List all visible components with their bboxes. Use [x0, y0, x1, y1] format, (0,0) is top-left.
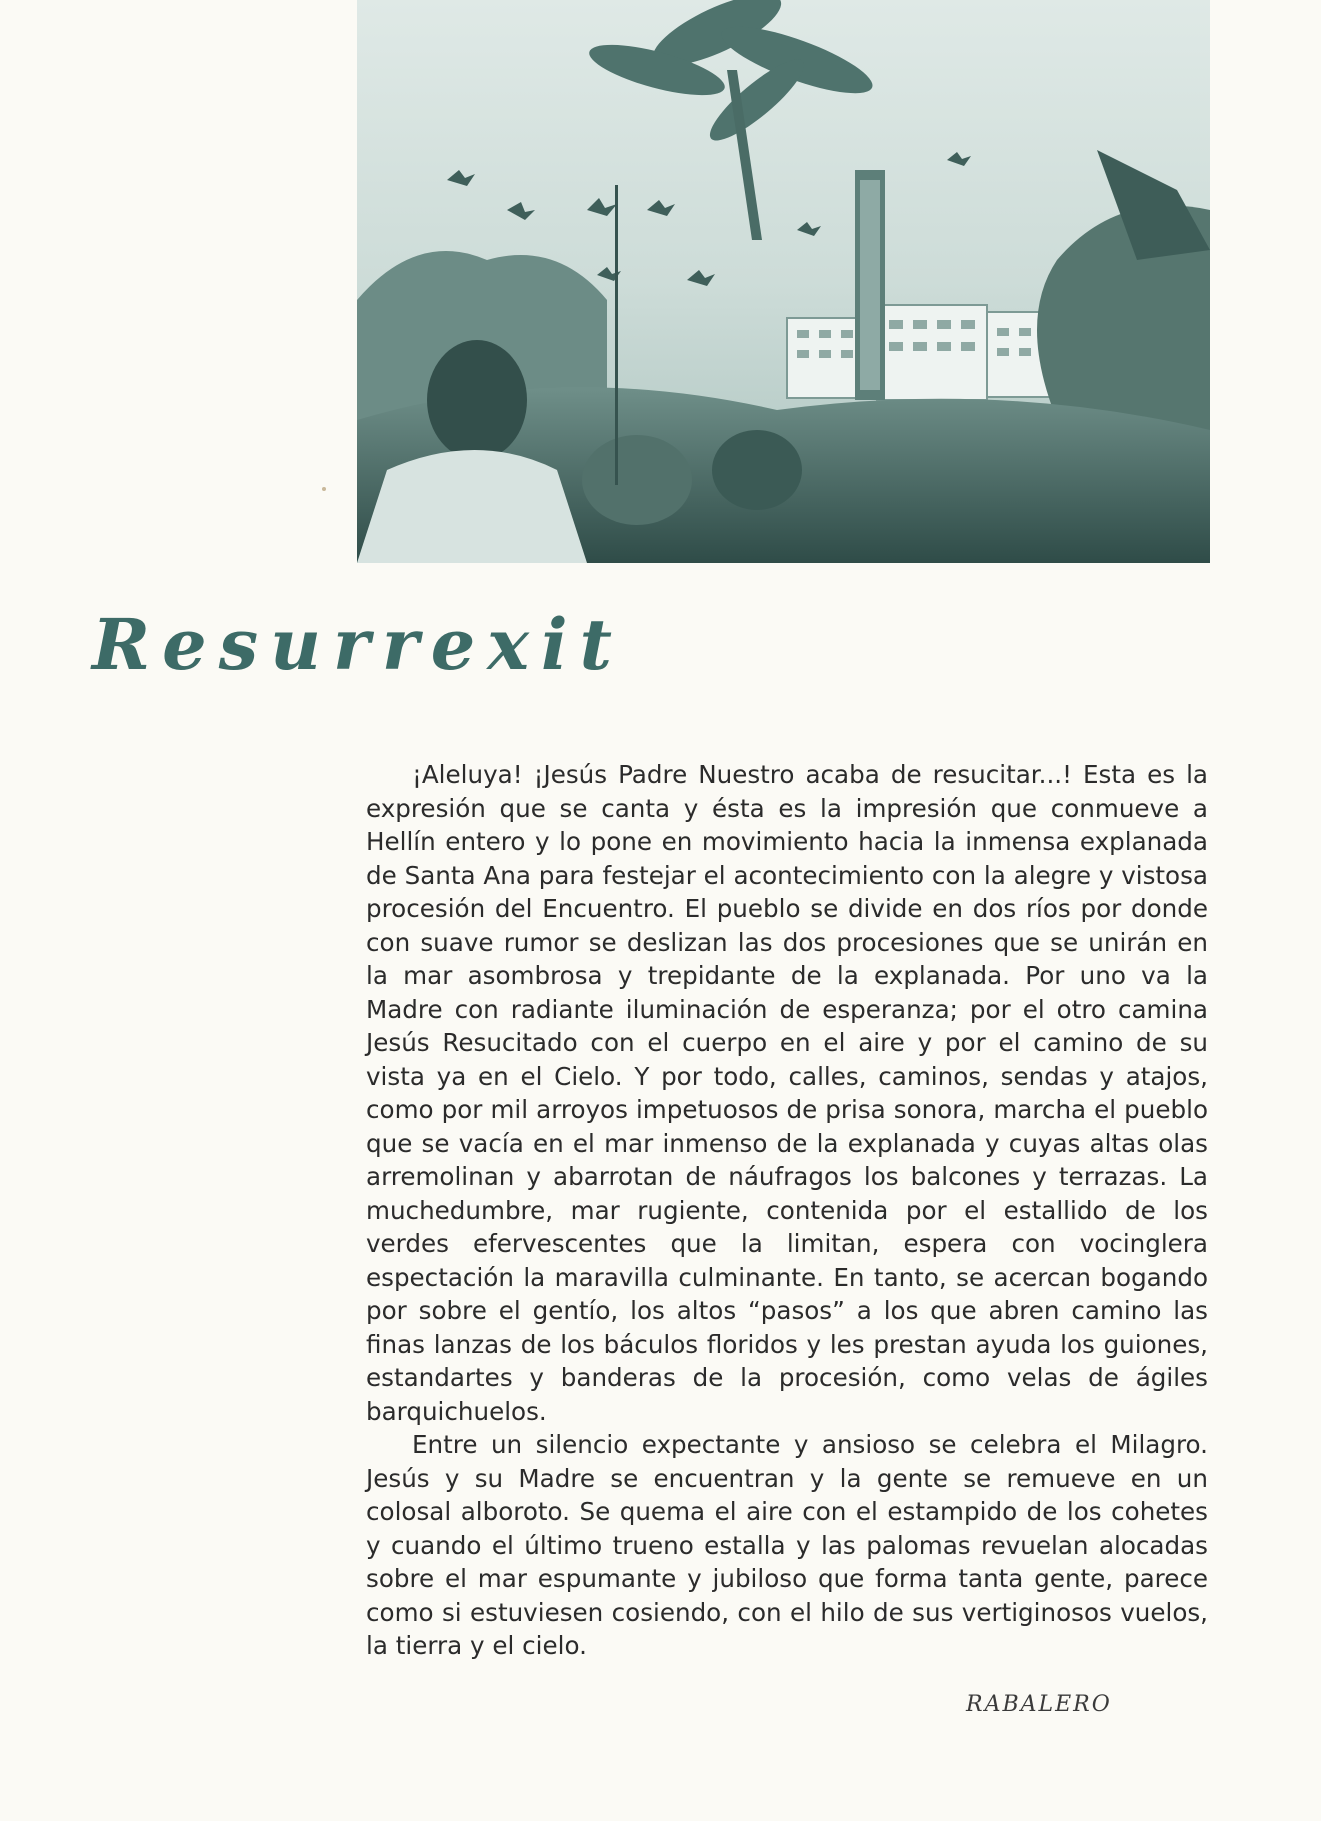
procession-photo	[357, 0, 1210, 563]
procession-photo-image	[357, 0, 1210, 563]
article-body	[366, 758, 1208, 1663]
article-paragraph-2: Entre un silencio expectante y ansioso se celebra el Milagro. Jesús y su Madre se encuentran y la gente se remueve en un colosal alboroto. Se quema el aire con el estampido de los cohetes y cuando el último trueno estalla y las palomas revuelan alocadas sobre el mar espumante y jubiloso que forma tanta gente, parece como si estuviesen cosiendo, con el hilo de sus vertiginosos vuelos, la tierra y el cielo.	[366, 1430, 1208, 1660]
article-paragraph-1: ¡Aleluya! ¡Jesús Padre Nuestro acaba de resucitar...! Esta es la expresión que se canta y ésta es la impresión que conmueve a Hellín entero y lo pone en movimiento hacia la inmensa explanada de Santa Ana para festejar el acontecimiento con la alegre y vistosa procesión del Encuentro. El pueblo se divide en dos ríos por donde con suave rumor se deslizan las dos procesiones que se unirán en la mar asombrosa y trepidante de la explanada. Por uno va la Madre con radiante iluminación de esperanza; por el otro camina Jesús Resucitado con el cuerpo en el aire y por el camino de su vista ya en el Cielo. Y por todo, calles, caminos, sendas y atajos, como por mil arroyos impetuosos de prisa sonora, marcha el pueblo que se vacía en el mar inmenso de la explanada y cuyas altas olas arremolinan y abarrotan de náufragos los balcones y terrazas. La muchedumbre, mar rugiente, contenida por el estallido de los verdes efervescentes que la limitan, espera con vocinglera espectación la maravilla culminante. En tanto, se acercan bogando por sobre el gentío, los altos “pasos” a los que abren camino las finas lanzas de los báculos floridos y les prestan ayuda los guiones, estandartes y banderas de la procesión, como velas de ágiles barquichuelos.	[366, 760, 1208, 1426]
author-signature: RABALERO	[966, 1692, 1112, 1717]
article-title: Resurrexit	[92, 603, 624, 686]
paper-speck	[322, 487, 326, 491]
